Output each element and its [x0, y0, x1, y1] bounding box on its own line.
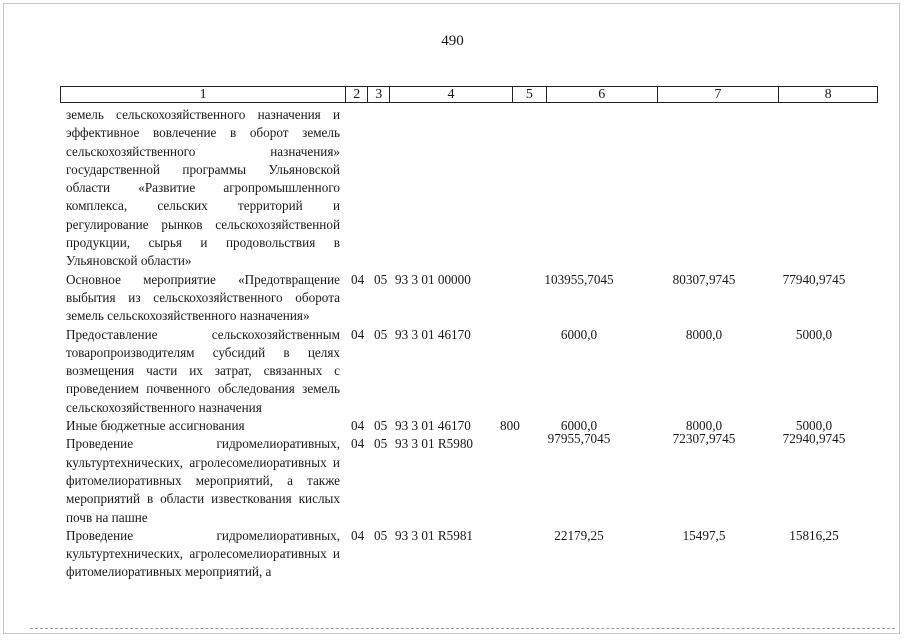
row-subsection: 05	[374, 418, 388, 434]
row-target-code: 93 3 01 46170	[395, 418, 471, 434]
row-subsection: 05	[374, 326, 388, 342]
row-section: 04	[351, 271, 365, 287]
row-amount-col6: 22179,25	[554, 527, 604, 543]
table-header	[60, 86, 878, 103]
header-col-1: 1	[61, 87, 346, 102]
row-amount-col7: 80307,9745	[672, 271, 736, 287]
row-description: земель сельскохозяйственного назначения и эффективное вовлечение в оборот земель сельскохозяйственного назначения» государственной программы Ульяновской области «Развитие агропромышленного комплекса, сельских территорий и регулирование рынков сельскохозяйственной продукции, сырья и продовольствия в Ульяновской области»	[66, 107, 340, 269]
table-row	[66, 326, 878, 417]
header-col-7: 7	[658, 87, 780, 102]
row-amount-col7: 72307,9745	[672, 431, 736, 447]
table-row	[66, 417, 878, 527]
row-amount-col8: 5000,0	[795, 418, 833, 434]
row-description: Предоставление сельскохозяйственным товаропроизводителям субсидий в целях возмещения части их затрат, связанных с проведением почвенного обследования земель сельскохозяйственного назначения	[66, 326, 340, 415]
row-subsection: 05	[374, 271, 388, 287]
row-target-code: 93 3 01 46170	[395, 326, 471, 342]
row-amount-col7: 15497,5	[682, 527, 726, 543]
row-description: Иные бюджетные ассигнования	[66, 418, 245, 434]
header-col-6: 6	[547, 87, 658, 102]
page-bottom-rule	[30, 628, 895, 629]
page-number: 490	[441, 33, 464, 49]
row-section: 04	[351, 527, 365, 543]
header-col-5: 5	[513, 87, 547, 102]
row-amount-col8: 15816,25	[789, 527, 839, 543]
row-subsection: 05	[374, 436, 388, 452]
row-amount-col6: 97955,7045	[547, 431, 611, 447]
row-amount-col6: 103955,7045	[544, 271, 614, 287]
header-col-2: 2	[346, 87, 368, 102]
row-amount-col8: 77940,9745	[782, 271, 846, 287]
row-amount-col6: 6000,0	[560, 418, 598, 434]
row-target-code: 93 3 01 R5981	[395, 527, 474, 543]
row-subsection: 05	[374, 527, 388, 543]
header-col-4: 4	[390, 87, 513, 102]
row-section: 04	[351, 326, 365, 342]
row-target-code: 93 3 01 R5980	[395, 436, 474, 452]
row-amount-col7: 8000,0	[685, 418, 723, 434]
row-amount-col8: 72940,9745	[782, 431, 846, 447]
row-target-code: 93 3 01 00000	[395, 271, 471, 287]
row-description: Основное мероприятие «Предотвращение выбытия из сельскохозяйственного оборота земель сельскохозяйственного назначения»	[66, 271, 340, 324]
table-row	[66, 271, 878, 326]
table-row	[66, 106, 878, 271]
header-col-3: 3	[368, 87, 390, 102]
header-col-8: 8	[824, 87, 832, 102]
row-amount-col7: 8000,0	[685, 326, 723, 342]
table-body	[66, 106, 878, 582]
row-section: 04	[351, 436, 365, 452]
row-amount-col6: 6000,0	[560, 326, 598, 342]
row-amount-col8: 5000,0	[795, 326, 833, 342]
table-row	[66, 527, 878, 582]
row-description: Проведение гидромелиоративных, культуртехнических, агролесомелиоративных и фитомелиоративных мероприятий, а также мероприятий в области известкования кислых почв на пашне	[66, 436, 340, 525]
row-section: 04	[351, 418, 365, 434]
row-expense-type: 800	[500, 418, 520, 434]
row-description: Проведение гидромелиоративных, культуртехнических, агролесомелиоративных и фитомелиоративных мероприятий, а	[66, 527, 340, 580]
